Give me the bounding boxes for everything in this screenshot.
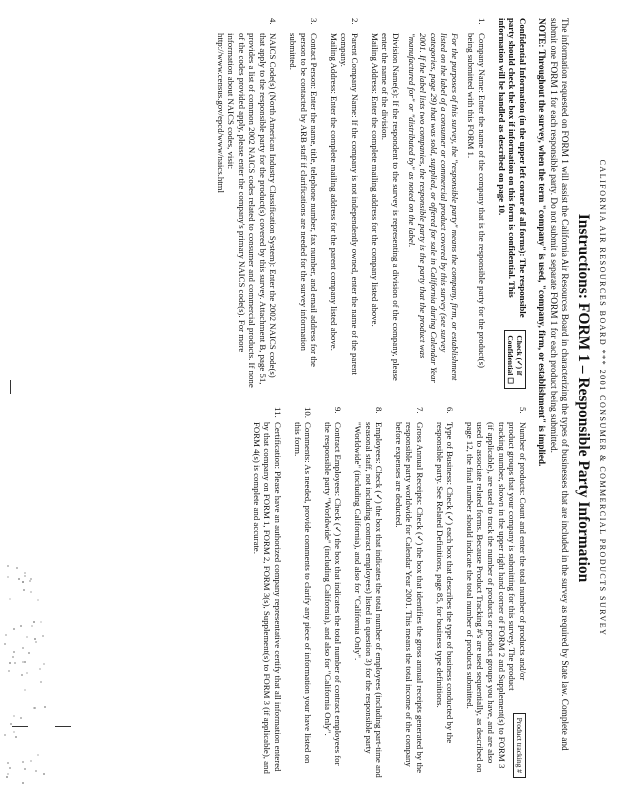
intro-text: The information requested on FORM 1 will assist the California Air Resources Board in characterizing the types of businesses that are included in the survey as required by State law. Complete and submit one FORM 1 for each responsible party. Do not submit a separate FORM 1 for each product being submitted. — [547, 18, 569, 751]
item-5-body — [464, 422, 528, 778]
confidential-checkbox-sample — [504, 330, 526, 389]
item-4-number: 4. — [268, 18, 279, 25]
scan-speck — [24, 575, 26, 577]
confidential-text: Confidential Information (in the upper left corner of all forms): The responsible party should check the box if information on this form is confidential. This information will be handled as described on page 10. — [496, 18, 528, 318]
scan-speck — [24, 689, 26, 691]
item-9 — [322, 407, 343, 778]
scan-speck — [13, 651, 15, 653]
item-1-definition: For the purposes of this survey, the "responsible party" means the company, firm, or establishment listed on the label of a consumer or commercial product covered by this survey (see survey categories, page 29) that was sold, supplied, or offered for sale in California during Calendar Year 2001. If the label lists two companies, the responsible party is the party that the product was "manufactured for" or "distributed by" as noted on the label. — [407, 33, 460, 383]
scan-speck — [23, 589, 25, 591]
scan-speck — [34, 638, 36, 640]
item-4-text: NAICS Code(s) (North American Industry Classification System): Enter the 2002 NAICS code(s) that apply to the responsible party for the product(s) covered by this survey. Attachment B, page 51, provides a list of common 2002 NAICS codes related to consumer and commercial products. If none of the codes provided apply, please enter the company's primary NAICS code(s). For more information about NAICS codes, visit: — [226, 33, 279, 388]
scan-speck — [43, 773, 45, 775]
item-4 — [215, 18, 279, 389]
scan-speck — [9, 767, 11, 769]
note-text: NOTE: Throughout the survey, when the term "company" is used, "company, firm, or establishment" is implied. — [536, 18, 547, 467]
scan-speck — [44, 706, 46, 708]
item-6-text: Type of Business: Check (✓) each box that describes the type of business conducted by the responsible party. See Related Definitions, page 85, for business type definitions. — [434, 422, 456, 744]
item-1-body — [369, 33, 487, 389]
item-7 — [393, 407, 425, 778]
item-11 — [251, 407, 283, 778]
scan-speck — [16, 567, 18, 569]
scan-mark — [12, 726, 28, 727]
item-1-division: Division Name(s): If the respondent to the survey is representing a division of the company, please enter the name of the division. — [380, 33, 401, 381]
scan-speck — [24, 661, 26, 663]
scan-speck — [40, 621, 42, 623]
item-1 — [369, 18, 487, 389]
item-8 — [352, 407, 384, 778]
item-11-text: Certification: Please have an authorized company representative certify that all information entered by that company on FORM 1, FORM 2, FORM 3(s), Supplement(s) to FORM 3 (if applicable), and FORM 4(s) is complete and accurate. — [251, 422, 284, 774]
product-tracking-box-sample — [513, 713, 526, 778]
item-3 — [288, 18, 320, 389]
scan-speck — [10, 723, 12, 725]
item-1-mailing: Mailing Address: Enter the complete mailing address for the company listed above. — [369, 33, 380, 327]
scan-speck — [31, 625, 33, 627]
item-10-text: Comments: As needed, provide comments to clarify any piece of information your have listed on this form. — [292, 422, 314, 764]
item-1-text: Company Name: Enter the name of the company that is the responsible party for the product(s) being submitted with this FORM 1. — [466, 33, 487, 368]
item-1-number: 1. — [477, 18, 487, 25]
item-2-text: Parent Company Name: If the company is not independently owned, enter the name of the parent company. — [339, 33, 361, 375]
confidential-box-line-2: Confidential ☐ — [505, 335, 515, 384]
item-11-number: 11. — [273, 407, 284, 418]
page-header: CALIFORNIA AIR RESOURCES BOARD *** 2001 CONSUMER & COMMERCIAL PRODUCTS SURVEY — [598, 159, 607, 637]
item-7-text: Gross Annual Receipts: Check (✓) the box that identifies the gross annual receipts generated by the responsible party worldwide for Calendar Year 2001. This means the total income of the company before expenses are deducted. — [393, 422, 426, 774]
item-9-number: 9. — [333, 407, 344, 414]
scan-speck — [35, 641, 37, 643]
item-6-number: 6. — [445, 407, 456, 414]
scan-speck — [14, 662, 16, 664]
confidential-section — [496, 18, 528, 389]
item-3-text: Contact Person: Enter the name, title, telephone number, fax number, and email address for the person to be contacted by ARB staff if clarifications are needed for the survey information submitted. — [288, 33, 320, 367]
scan-speck — [22, 581, 24, 583]
item-2-mailing: Mailing Address: Enter the complete mailing address for the parent company listed above. — [328, 33, 339, 351]
page-title: Instructions: FORM 1 – Responsible Party Information — [575, 213, 592, 583]
scan-speck — [33, 707, 35, 709]
item-5 — [464, 407, 528, 778]
item-5-number: 5. — [517, 407, 528, 414]
scan-speck — [22, 647, 24, 649]
scan-speck — [6, 776, 8, 778]
page-content — [215, 18, 607, 778]
item-2 — [328, 18, 360, 389]
item-3-number: 3. — [309, 18, 320, 25]
item-2-body — [328, 33, 360, 389]
intro-paragraph — [535, 18, 569, 778]
scan-mark — [10, 380, 11, 394]
item-8-number: 8. — [374, 407, 385, 414]
naics-link[interactable]: http://www.census.gov/epcd/www/naics.html — [215, 33, 226, 193]
item-9-text: Contract Employees: Check (✓) the box that indicates the total number of contract employees for the responsible party "Worldwide" (including California), and also for "California Only". — [322, 422, 344, 766]
left-column — [215, 18, 528, 389]
item-2-number: 2. — [350, 18, 361, 25]
item-7-number: 7. — [415, 407, 426, 414]
scan-speck — [22, 761, 24, 763]
scan-speck — [24, 572, 26, 574]
scan-speck — [26, 636, 28, 638]
item-10 — [292, 407, 313, 778]
item-5-text: Number of products: Count and enter the total number of products and/or product groups that your company is submitting for this survey. The product tracking number, shown in the upper right hand corner of FORM 2 and Supplement(s) to FORM 3 (if applicable), are used to track the number of products or product groups you have, and are also used to associate related forms. Because Product Tracking #'s are used sequentially, as described on page 12, the final number should indicate the total number of products submitted. — [464, 422, 528, 773]
item-4-body — [215, 33, 279, 389]
scan-speck — [29, 580, 31, 582]
item-6 — [434, 407, 455, 778]
right-column — [215, 407, 528, 778]
scan-mark — [55, 726, 71, 727]
instruction-columns — [215, 18, 528, 778]
scan-speck — [42, 635, 44, 637]
item-8-text: Employees: Check (✓) the box that indicates the total number of employees (including part-time and seasonal staff, not including contract employees) listed in question 3) for the responsible party "Worldwide" (including California), and also for "California Only". — [353, 422, 385, 778]
product-tracking-box-label: Product tracking # — [514, 717, 524, 773]
item-10-number: 10. — [303, 407, 314, 418]
confidential-box-line-1: Check (✓) if — [514, 335, 524, 376]
